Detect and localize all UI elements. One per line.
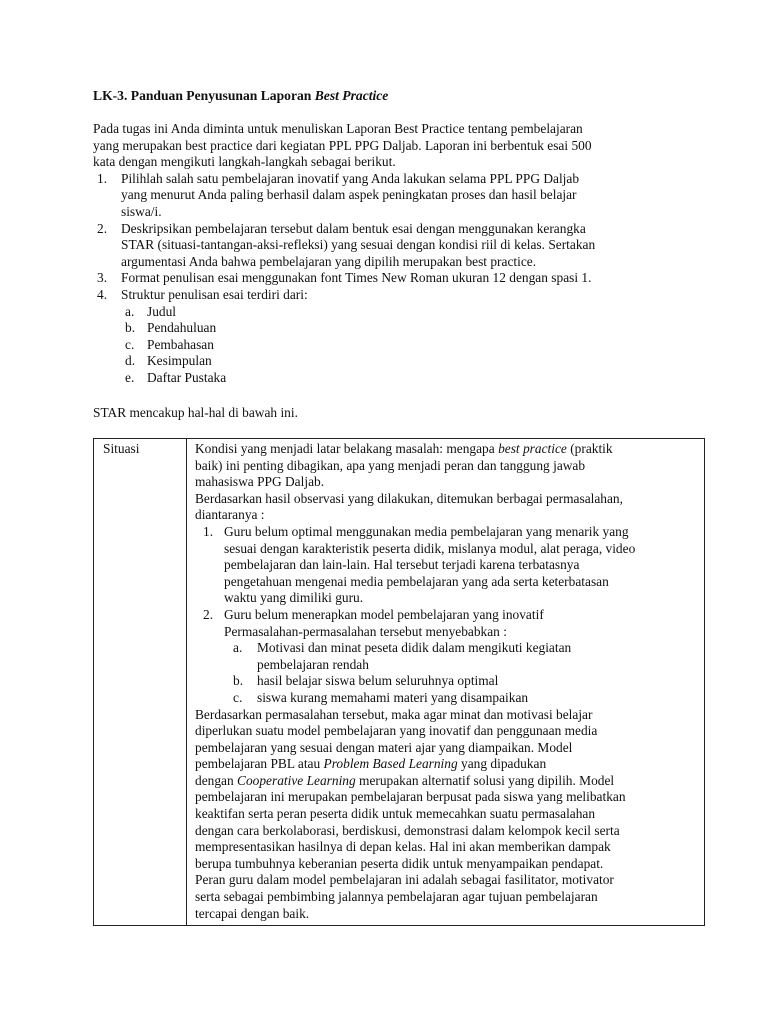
step-item xyxy=(93,287,693,387)
step-line: Deskripsikan pembelajaran tersebut dalam bentuk esai dengan menggunakan kerangka xyxy=(121,220,586,236)
text-span: merupakan alternatif solusi yang dipilih. Model xyxy=(355,772,615,788)
content-line: pembelajaran ini merupakan pembelajaran berpusat pada siswa yang melibatkan xyxy=(195,789,626,805)
problem-list xyxy=(203,524,696,707)
table-row xyxy=(94,439,705,926)
intro-line: kata dengan mengikuti langkah-langkah sebagai berikut. xyxy=(93,154,396,170)
intro-section xyxy=(93,121,693,387)
problem-line: waktu yang dimiliki guru. xyxy=(224,590,364,606)
content-line: diantaranya : xyxy=(195,507,265,523)
structure-letter: e. xyxy=(125,369,135,385)
structure-list xyxy=(121,304,693,387)
content-line: keaktifan serta peran peserta didik untuk memecahkan suatu permasalahan xyxy=(195,806,596,822)
content-line: pembelajaran yang sesuai dengan materi ajar yang diampaikan. Model xyxy=(195,739,573,755)
text-span: dengan xyxy=(195,772,238,788)
intro-line: Pada tugas ini Anda diminta untuk menuliskan Laporan Best Practice tentang pembelajaran xyxy=(93,121,583,136)
step-line: argumentasi Anda bahwa pembelajaran yang dipilih merupakan best practice. xyxy=(121,253,537,269)
cause-list xyxy=(233,640,696,706)
content-line: serta sebagai pembimbing jalannya pembelajaran agar tujuan pembelajaran xyxy=(195,889,598,905)
content-line: Berdasarkan hasil observasi yang dilakukan, ditemukan berbagai permasalahan, xyxy=(195,490,623,506)
step-number: 3. xyxy=(97,270,108,286)
content-line xyxy=(195,773,696,790)
steps-list xyxy=(93,171,693,387)
step-line: siswa/i. xyxy=(121,203,162,219)
content-line: dengan cara berkolaborasi, berdiskusi, demonstrasi dalam kelompok kecil serta xyxy=(195,822,620,838)
problem-line: sesuai dengan karakteristik peserta didik, mislanya modul, alat peraga, video xyxy=(224,540,636,556)
structure-item xyxy=(121,370,693,387)
cause-line: siswa kurang memahami materi yang disampaikan xyxy=(257,689,529,705)
content-line: mahasiswa PPG Daljab. xyxy=(195,474,325,490)
document-title xyxy=(93,88,388,105)
content-line: tercapai dengan baik. xyxy=(195,905,310,921)
content-line xyxy=(195,756,696,773)
cause-letter: a. xyxy=(233,640,243,656)
structure-text: Pendahuluan xyxy=(147,320,217,336)
structure-item xyxy=(121,320,693,337)
text-span: yang dipadukan xyxy=(457,756,547,772)
content-line: baik) ini penting dibagikan, apa yang menjadi peran dan tanggung jawab xyxy=(195,457,586,473)
text-span: Kondisi yang menjadi latar belakang masalah: mengapa xyxy=(195,441,499,456)
content-line: mempresentasikan hasilnya di depan kelas. Hal ini akan memberikan dampak xyxy=(195,839,611,855)
content-line: Peran guru dalam model pembelajaran ini adalah sebagai fasilitator, motivator xyxy=(195,872,614,888)
structure-text: Kesimpulan xyxy=(147,353,212,369)
problem-line: Permasalahan-permasalahan tersebut menyebabkan : xyxy=(224,623,507,639)
italic-span: Problem Based Learning xyxy=(323,756,458,772)
content-line: diperlukan suatu model pembelajaran yang inovatif dan penggunaan media xyxy=(195,723,598,739)
cause-line: hasil belajar siswa belum seluruhnya optimal xyxy=(257,673,499,689)
title-italic: Best Practice xyxy=(314,88,389,103)
title-text: LK-3. Panduan Penyusunan Laporan xyxy=(93,88,315,103)
cause-item xyxy=(233,690,696,707)
problem-item xyxy=(203,607,696,707)
step-item xyxy=(93,270,693,287)
text-span: pembelajaran PBL atau xyxy=(195,756,324,772)
step-line: yang menurut Anda paling berhasil dalam aspek peningkatan proses dan hasil belajar xyxy=(121,187,577,203)
structure-item xyxy=(121,337,693,354)
cause-item xyxy=(233,673,696,690)
step-line: Format penulisan esai menggunakan font Times New Roman ukuran 12 dengan spasi 1. xyxy=(121,270,592,286)
problem-number: 1. xyxy=(203,523,214,539)
problem-line: pembelajaran dan lain-lain. Hal tersebut terjadi karena terbatasnya xyxy=(224,557,580,573)
intro-line: yang merupakan best practice dari kegiatan PPL PPG Daljab. Laporan ini berbentuk esai 500 xyxy=(93,137,592,153)
problem-line: Guru belum menerapkan model pembelajaran yang inovatif xyxy=(224,606,544,622)
italic-span: Cooperative Learning xyxy=(237,772,356,788)
star-intro: STAR mencakup hal-hal di bawah ini. xyxy=(93,405,298,420)
content-line: berupa tumbuhnya keberanian peserta didik untuk menyampaikan pendapat. xyxy=(195,855,604,871)
step-number: 4. xyxy=(97,286,108,302)
step-item xyxy=(93,171,693,221)
structure-item xyxy=(121,304,693,321)
text-span: (praktik xyxy=(566,441,613,456)
cause-letter: c. xyxy=(233,689,243,705)
structure-letter: d. xyxy=(125,353,136,369)
problem-number: 2. xyxy=(203,606,214,622)
structure-item xyxy=(121,353,693,370)
step-number: 2. xyxy=(97,220,108,236)
cause-line: Motivasi dan minat peseta didik dalam mengikuti kegiatan xyxy=(257,640,572,656)
problem-line: pengetahuan mengenai media pembelajaran yang ada serta keterbatasan xyxy=(224,573,609,589)
step-line: STAR (situasi-tantangan-aksi-refleksi) yang sesuai dengan kondisi riil di kelas. Sertakan xyxy=(121,237,596,253)
step-line: Struktur penulisan esai terdiri dari: xyxy=(121,286,308,302)
cause-line: pembelajaran rendah xyxy=(257,656,369,672)
structure-text: Judul xyxy=(147,303,177,319)
row-label: Situasi xyxy=(94,439,187,926)
star-table xyxy=(93,438,705,926)
structure-letter: b. xyxy=(125,320,136,336)
problem-item xyxy=(203,524,696,607)
structure-text: Pembahasan xyxy=(147,336,214,352)
problem-line: Guru belum optimal menggunakan media pembelajaran yang menarik yang xyxy=(224,523,629,539)
cause-item xyxy=(233,640,696,673)
structure-letter: a. xyxy=(125,303,135,319)
step-line: Pilihlah salah satu pembelajaran inovatif yang Anda lakukan selama PPL PPG Daljab xyxy=(121,170,580,186)
italic-span: best practice xyxy=(498,441,567,456)
structure-text: Daftar Pustaka xyxy=(147,369,227,385)
step-number: 1. xyxy=(97,170,108,186)
structure-letter: c. xyxy=(125,336,135,352)
step-item xyxy=(93,221,693,271)
content-line xyxy=(195,441,696,458)
row-content xyxy=(187,439,705,926)
cause-letter: b. xyxy=(233,673,244,689)
content-line: Berdasarkan permasalahan tersebut, maka agar minat dan motivasi belajar xyxy=(195,706,593,722)
